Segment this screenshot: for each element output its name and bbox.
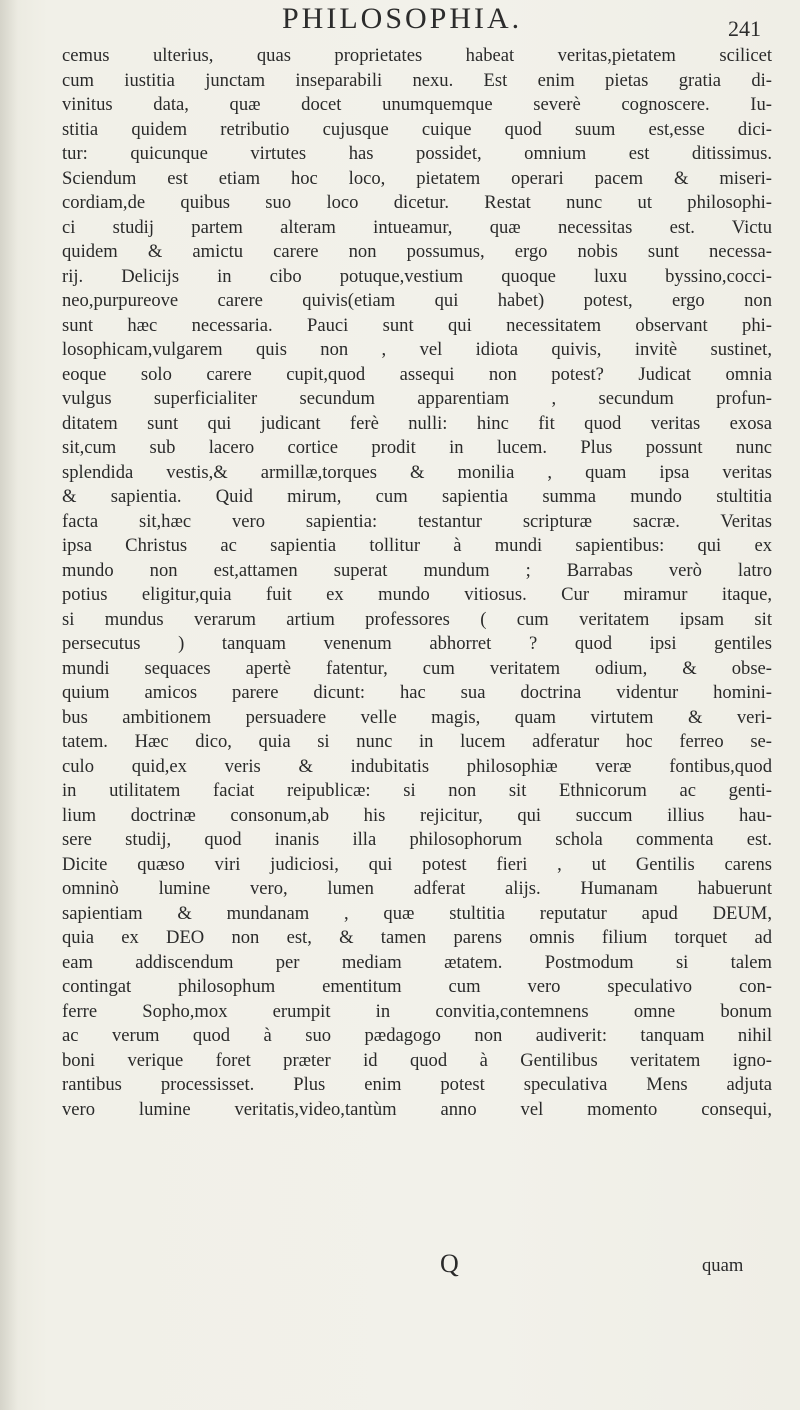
text-line: splendida vestis,& armillæ,torques & monilia , quam ipsa veritas — [62, 461, 772, 483]
text-line: & sapientia. Quid mirum, cum sapientia summa mundo stultitia — [62, 486, 772, 507]
text-line: rij. Delicijs in cibo potuque,vestium quoque luxu byssino,cocci- — [62, 265, 772, 287]
text-line: persecutus ) tanquam venenum abhorret ? quod ipsi gentiles — [62, 633, 772, 654]
text-line: contingat philosophum ementitum cum vero speculativo con- — [62, 976, 772, 997]
text-line: tur: quicunque virtutes has possidet, omnium est ditissimus. — [62, 143, 772, 164]
text-line: vero lumine veritatis,video,tantùm anno vel momento consequi, — [62, 1098, 772, 1120]
text-line: quium amicos parere dicunt: hac sua doctrina videntur homini- — [62, 682, 772, 703]
text-line: tatem. Hæc dico, quia si nunc in lucem adferatur hoc ferreo se- — [62, 731, 772, 752]
text-line: sere studij, quod inanis illa philosophorum schola commenta est. — [62, 829, 772, 850]
text-line: vinitus data, quæ docet unumquemque severè cognoscere. Iu- — [62, 94, 772, 115]
text-line: sit,cum sub lacero cortice prodit in lucem. Plus possunt nunc — [62, 437, 772, 458]
text-line: ci studij partem alteram intueamur, quæ necessitas est. Victu — [62, 216, 772, 238]
text-line: cemus ulterius, quas proprietates habeat veritas,pietatem scilicet — [62, 45, 772, 66]
running-head: PHILOSOPHIA. — [282, 2, 523, 35]
text-line: Dicite quæso viri judiciosi, qui potest fieri , ut Gentilis carens — [62, 853, 772, 875]
text-line: mundi sequaces apertè fatentur, cum veritatem odium, & obse- — [62, 657, 772, 679]
text-line: quia ex DEO non est, & tamen parens omnis filium torquet ad — [62, 927, 772, 948]
text-line: eam addiscendum per mediam ætatem. Postmodum si talem — [62, 951, 772, 973]
text-line: mundo non est,attamen superat mundum ; Barrabas verò latro — [62, 559, 772, 581]
page-header — [0, 2, 800, 42]
text-line: facta sit,hæc vero sapientia: testantur scripturæ sacræ. Veritas — [62, 510, 772, 532]
page-number: 241 — [728, 16, 761, 41]
text-line: sapientiam & mundanam , quæ stultitia reputatur apud DEUM, — [62, 902, 772, 924]
text-line: culo quid,ex veris & indubitatis philosophiæ veræ fontibus,quod — [62, 755, 772, 777]
text-line: eoque solo carere cupit,quod assequi non potest? Judicat omnia — [62, 363, 772, 385]
page-edge-shadow — [0, 0, 18, 1410]
text-line: si mundus verarum artium professores ( cum veritatem ipsam sit — [62, 608, 772, 630]
text-line: ditatem sunt qui judicant ferè nulli: hinc fit quod veritas exosa — [62, 412, 772, 434]
text-line: bus ambitionem persuadere velle magis, quam virtutem & veri- — [62, 706, 772, 728]
text-line: sunt hæc necessaria. Pauci sunt qui necessitatem observant phi- — [62, 314, 772, 336]
text-line: ipsa Christus ac sapientia tollitur à mundi sapientibus: qui ex — [62, 535, 772, 556]
body-text — [62, 44, 772, 1122]
text-line: lium doctrinæ consonum,ab his rejicitur, qui succum illius hau- — [62, 804, 772, 826]
text-line: losophicam,vulgarem quis non , vel idiota quivis, invitè sustinet, — [62, 339, 772, 360]
text-line: potius eligitur,quia fuit ex mundo vitiosus. Cur miramur itaque, — [62, 584, 772, 605]
text-line: rantibus processisset. Plus enim potest speculativa Mens adjuta — [62, 1074, 772, 1095]
signature-mark: Q — [440, 1249, 459, 1278]
catchword: quam — [702, 1255, 744, 1276]
text-line: neo,purpureove carere quivis(etiam qui habet) potest, ergo non — [62, 290, 772, 311]
text-line: omninò lumine vero, lumen adferat alijs. Humanam habuerunt — [62, 878, 772, 899]
text-line: boni verique foret præter id quod à Gentilibus veritatem igno- — [62, 1049, 772, 1071]
text-line: in utilitatem faciat reipublicæ: si non sit Ethnicorum ac genti- — [62, 780, 772, 801]
text-line: Sciendum est etiam hoc loco, pietatem operari pacem & miseri- — [62, 167, 772, 189]
text-line: stitia quidem retributio cujusque cuique quod suum est,esse dici- — [62, 118, 772, 140]
text-line: cum iustitia junctam inseparabili nexu. Est enim pietas gratia di- — [62, 69, 772, 91]
text-line: quidem & amictu carere non possumus, ergo nobis sunt necessa- — [62, 241, 772, 262]
text-line: ac verum quod à suo pædagogo non audiverit: tanquam nihil — [62, 1025, 772, 1046]
text-line: cordiam,de quibus suo loco dicetur. Restat nunc ut philosophi- — [62, 192, 772, 213]
text-line: vulgus superficialiter secundum apparentiam , secundum profun- — [62, 388, 772, 409]
text-line: ferre Sopho,mox erumpit in convitia,contemnens omne bonum — [62, 1000, 772, 1022]
